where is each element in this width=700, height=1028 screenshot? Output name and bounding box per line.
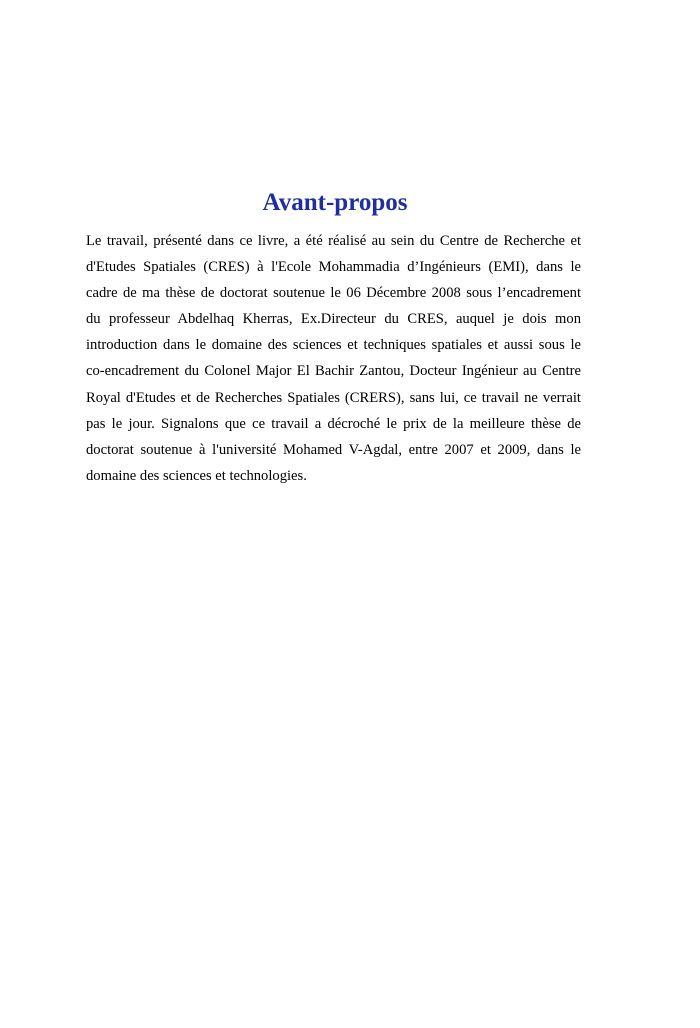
paragraph-line: domaine des sciences et technologies.: [86, 467, 307, 484]
paragraph-line: introduction dans le domaine des sciences et techniques spatiales et aussi sous le: [86, 337, 581, 354]
paragraph-line: Le travail, présenté dans ce livre, a été réalisé au sein du Centre de Recherche et: [86, 233, 581, 249]
paragraph-line: Royal d'Etudes et de Recherches Spatiales (CRERS), sans lui, ce travail ne verrait: [86, 389, 581, 406]
page-title: Avant-propos: [262, 189, 408, 216]
paragraph-line: d'Etudes Spatiales (CRES) à l'Ecole Mohammadia d’Ingénieurs (EMI), dans le: [86, 259, 581, 276]
paragraph-line: doctorat soutenue à l'université Mohamed V-Agdal, entre 2007 et 2009, dans le: [86, 441, 581, 458]
paragraph-line: cadre de ma thèse de doctorat soutenue le 06 Décembre 2008 sous l’encadrement: [86, 285, 581, 302]
paragraph-line: du professeur Abdelhaq Kherras, Ex.Directeur du CRES, auquel je dois mon: [86, 311, 581, 328]
foreword-paragraph: [86, 228, 581, 489]
paragraph-line: co-encadrement du Colonel Major El Bachir Zantou, Docteur Ingénieur au Centre: [86, 363, 581, 380]
paragraph-line: pas le jour. Signalons que ce travail a décroché le prix de la meilleure thèse de: [86, 415, 581, 432]
